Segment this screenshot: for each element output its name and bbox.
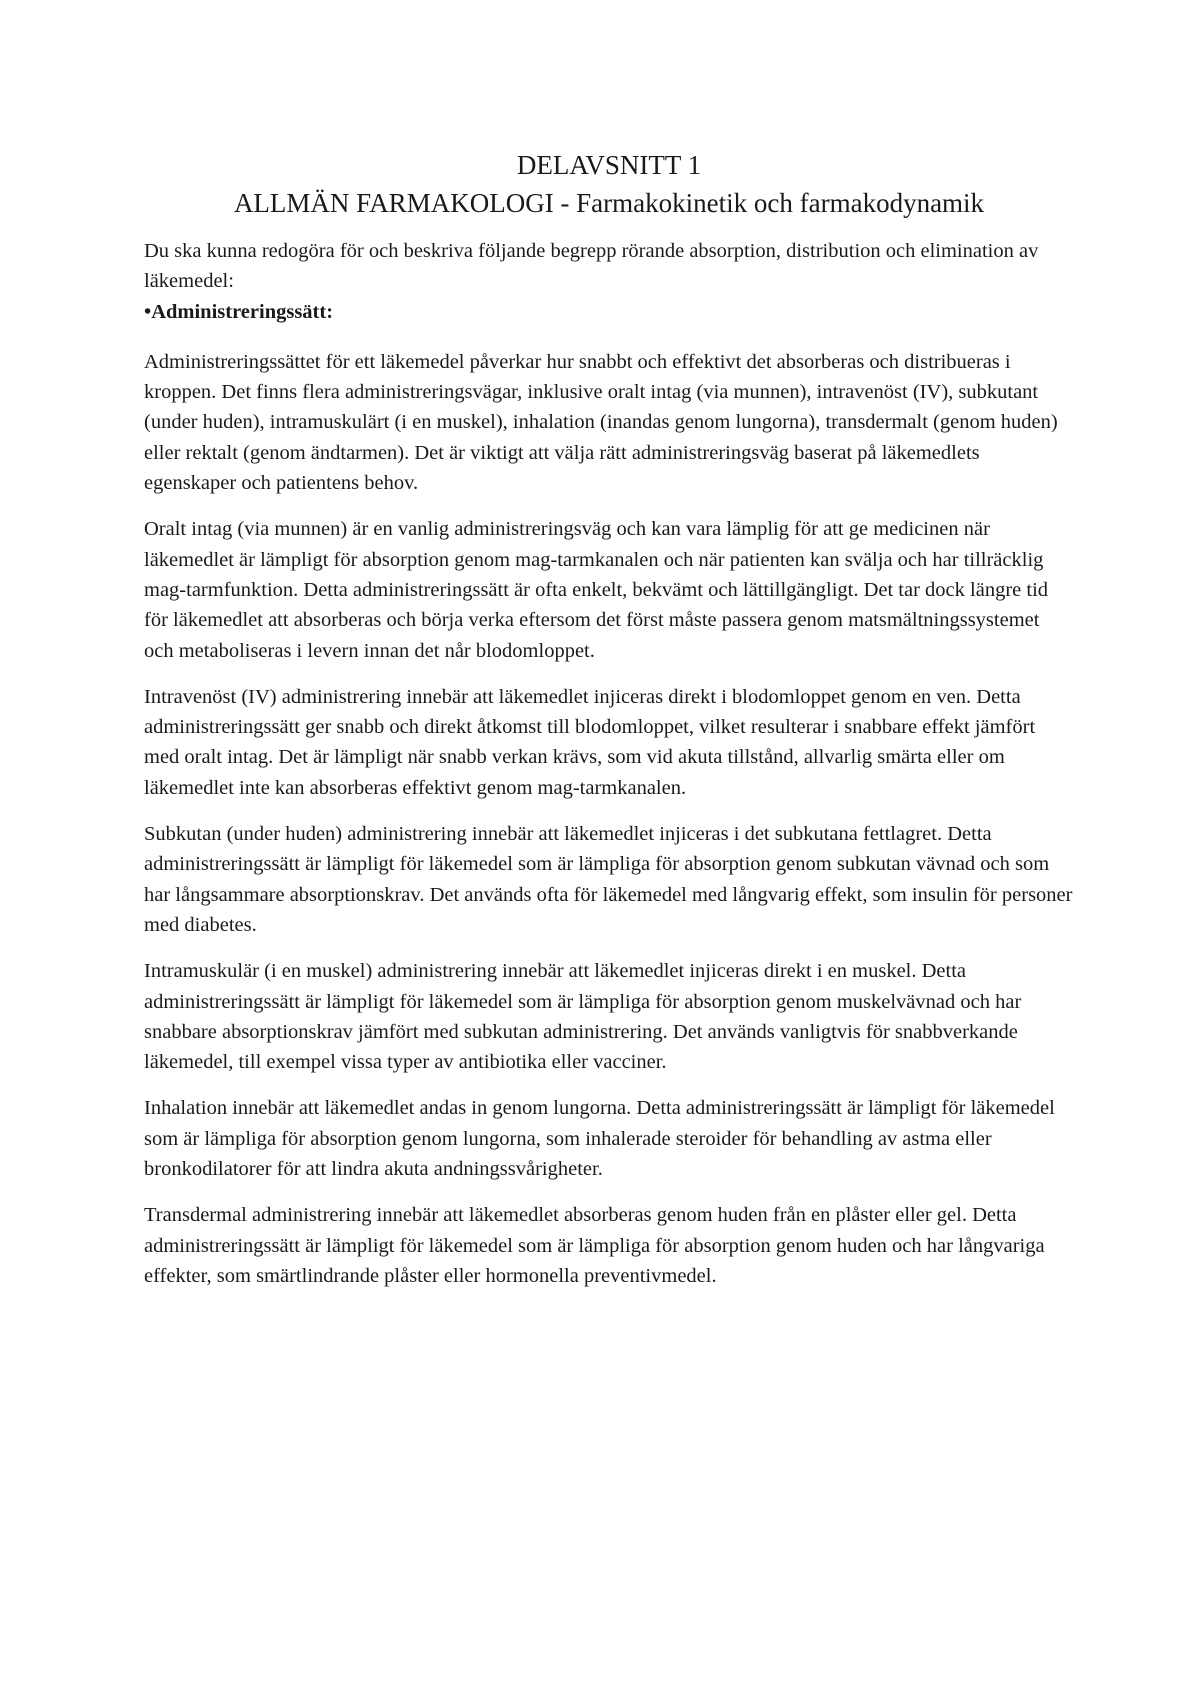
document-content bbox=[144, 146, 1074, 1307]
paragraph-transdermal: Transdermal administrering innebär att läkemedlet absorberas genom huden från en plåster eller gel. Detta administreringssätt är lämpligt för läkemedel som är lämpliga för absorption genom huden och har långvariga effekter, som smärtlindrande plåster eller hormonella preventivmedel. bbox=[144, 1204, 1045, 1287]
bullet-heading bbox=[144, 297, 1074, 327]
paragraph-inhalation: Inhalation innebär att läkemedlet andas in genom lungorna. Detta administreringssätt är lämpligt för läkemedel som är lämpliga för absorption genom lungorna, som inhalerade steroider för behandling av astma eller bronkodilatorer för att lindra akuta andningssvårigheter. bbox=[144, 1097, 1055, 1181]
paragraph-subkutan: Subkutan (under huden) administrering innebär att läkemedlet injiceras i det subkutana fettlagret. Detta administreringssätt är lämpligt för läkemedel som är lämpliga för absorption genom subkutan vävnad och som har långsammare absorptionskrav. Det används ofta för läkemedel med långvarig effekt, som insulin för personer med diabetes. bbox=[144, 823, 1073, 936]
document-subtitle: ALLMÄN FARMAKOLOGI - Farmakokinetik och farmakodynamik bbox=[233, 188, 985, 218]
paragraph-intramuskular: Intramuskulär (i en muskel) administrering innebär att läkemedlet injiceras direkt i en muskel. Detta administreringssätt är lämpligt för läkemedel som är lämpliga för absorption genom muskelvävnad och har snabbare absorptionskrav jämfört med subkutan administrering. Det används vanligtvis för snabbverkande läkemedel, till exempel vissa typer av antibiotika eller vacciner. bbox=[144, 960, 1022, 1074]
paragraph-intravenost: Intravenöst (IV) administrering innebär att läkemedlet injiceras direkt i blodomloppet genom en ven. Detta administreringssätt ger snabb och direkt åtkomst till blodomloppet, vilket resulterar i snabbare effekt jämfört med oralt intag. Det är lämpligt när snabb verkan krävs, som vid akuta tillstånd, allvarlig smärta eller om läkemedlet inte kan absorberas effektivt genom mag-tarmkanalen. bbox=[144, 685, 1036, 799]
intro-paragraph: Du ska kunna redogöra för och beskriva följande begrepp rörande absorption, distribution och elimination av läkemedel: bbox=[144, 240, 1039, 293]
paragraph-oralt-intag: Oralt intag (via munnen) är en vanlig administreringsväg och kan vara lämplig för att ge medicinen när läkemedlet är lämpligt för absorption genom mag-tarmkanalen och när patienten kan svälja och har tillräcklig mag-tarmfunktion. Detta administreringssätt är ofta enkelt, bekvämt och lättillgängligt. Det tar dock längre tid för läkemedlet att absorberas och börja verka eftersom det först måste passera genom matsmältningssystemet och metaboliseras i levern innan det når blodomloppet. bbox=[144, 518, 1049, 662]
bullet-heading-label: Administreringssätt: bbox=[151, 300, 334, 323]
paragraph-administreringssatt: Administreringssättet för ett läkemedel påverkar hur snabbt och effektivt det absorberas och distribueras i kroppen. Det finns flera administreringsvägar, inklusive oralt intag (via munnen), intravenöst (IV), subkutant (under huden), intramuskulärt (i en muskel), inhalation (inandas genom lungorna), transdermalt (genom huden) eller rektalt (genom ändtarmen). Det är viktigt att välja rätt administreringsväg baserat på läkemedlets egenskaper och patientens behov. bbox=[144, 350, 1058, 495]
bullet-icon: • bbox=[144, 300, 152, 323]
document-title: DELAVSNITT 1 bbox=[516, 150, 702, 180]
